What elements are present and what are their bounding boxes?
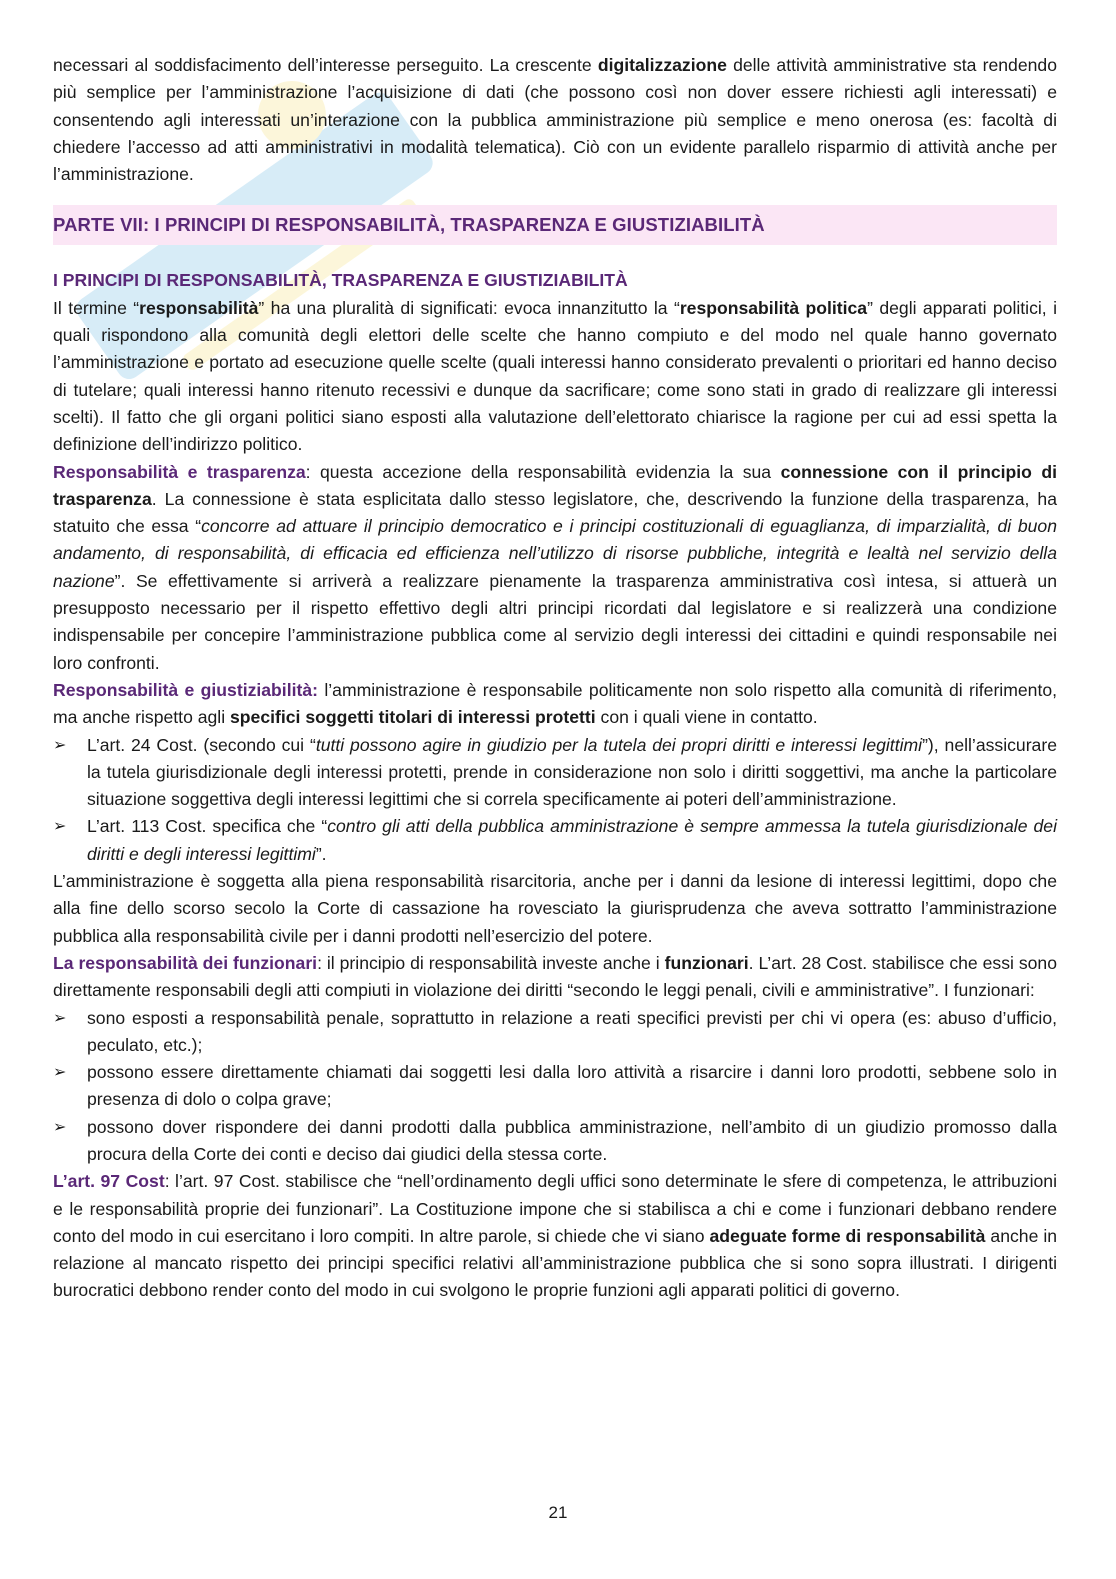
list-item: ➢ sono esposti a responsabilità penale, soprattutto in relazione a reati specifici previsti per chi vi opera (es: abuso d’ufficio, peculato, etc.); (53, 1005, 1057, 1060)
arrowhead-bullet-icon: ➢ (53, 1009, 67, 1027)
list-articoli (53, 732, 1057, 868)
part-title-band (53, 205, 1057, 245)
list-item: ➢ possono dover rispondere dei danni prodotti dalla pubblica amministrazione, nell’ambito di un giudizio promosso dalla procura della Corte dei conti e deciso dai giudici della stessa corte. (53, 1114, 1057, 1169)
arrowhead-bullet-icon: ➢ (53, 1064, 67, 1082)
paragraph-giustiziabilita: Responsabilità e giustiziabilità: l’amministrazione è responsabile politicamente non solo rispetto alla comunità di riferimento, ma anche rispetto agli specifici soggetti titolari di interessi protetti con i quali viene in contatto. (53, 679, 1058, 728)
paragraph-trasparenza: Responsabilità e trasparenza: questa accezione della responsabilità evidenzia la sua connessione con il principio di trasparenza. La connessione è stata esplicitata dallo stesso legislatore, che, descrivendo la funzione della trasparenza, ha statuito che essa “concorre ad attuare il principio democratico e i principi costituzionali di eguaglianza, di imparzialità, di buon andamento, di responsabilità, di efficacia ed efficienza nell’utilizzo di risorse pubbliche, integrità e lealtà nel servizio della nazione”. Se effettivamente si arriverà a realizzare pienamente la trasparenza amministrativa così intesa, si attuerà un presupposto necessario per il rispetto effettivo degli altri principi ricordati dal legislatore e si realizzerà una condizione indispensabile per concepire l’amministrazione pubblica come al servizio degli interessi dei cittadini e quindi responsabile nei loro confronti. (53, 461, 1058, 673)
arrowhead-bullet-icon: ➢ (53, 1118, 67, 1136)
paragraph-risarcitoria: L’amministrazione è soggetta alla piena responsabilità risarcitoria, anche per i danni da lesione di interessi legittimi, dopo che alla fine dello scorso secolo la Corte di cassazione ha rovesciato la giurisprudenza che aveva sottratto l’amministrazione pubblica alla responsabilità civile per i danni prodotti nell’esercizio del potere. (53, 871, 1057, 946)
list-item: ➢ L’art. 24 Cost. (secondo cui “tutti possono agire in giudizio per la tutela dei propri diritti e interessi legittimi”), nell’assicurare la tutela giurisdizionale degli interessi protetti, prende in considerazione non solo i diritti soggettivi, ma anche la particolare situazione soggettiva degli interessi legittimi che si correla specificamente ai poteri dell’amministrazione. (53, 732, 1057, 814)
part-title: PARTE VII: I PRINCIPI DI RESPONSABILITÀ, TRASPARENZA E GIUSTIZIABILITÀ (53, 214, 765, 236)
list-item: ➢ possono essere direttamente chiamati dai soggetti lesi dalla loro attività a risarcire i danni loro prodotti, sebbene solo in presenza di dolo o colpa grave; (53, 1059, 1057, 1114)
section-title: I PRINCIPI DI RESPONSABILITÀ, TRASPARENZA E GIUSTIZIABILITÀ (53, 270, 628, 291)
list-funzionari (53, 1005, 1057, 1169)
document-page (53, 52, 1057, 1305)
paragraph-responsabilita: Il termine “responsabilità” ha una pluralità di significati: evoca innanzitutto la “responsabilità politica” degli apparati politici, i quali rispondono alla comunità degli elettori delle scelte che hanno compiuto e del modo nel quale hanno governato l’amministrazione e portato ad esecuzione quelle scelte (quali interessi hanno considerato prevalenti o prioritari ed hanno deciso di tutelare; quali interessi hanno ritenuto recessivi e dunque da sacrificare; come sono stati in grado di realizzare gli interessi scelti). Il fatto che gli organi politici siano esposti alla valutazione dell’elettorato chiarisce la ragione per cui ad essi spetta la definizione dell’indirizzo politico. (53, 297, 1057, 455)
arrowhead-bullet-icon: ➢ (53, 818, 67, 836)
paragraph-art97: L’art. 97 Cost: l’art. 97 Cost. stabilisce che “nell’ordinamento degli uffici sono determinate le sfere di competenza, le attribuzioni e le responsabilità proprie dei funzionari”. La Costituzione impone che si stabilisca a chi e come i funzionari debbano rendere conto del modo in cui esercitano i loro compiti. In altre parole, si chiede che vi siano adeguate forme di responsabilità anche in relazione al mancato rispetto dei principi specifici relativi all’amministrazione pubblica che si sono sopra illustrati. I dirigenti burocratici debbono render conto del modo in cui svolgono le proprie funzioni agli apparati politici di governo. (53, 1171, 1058, 1301)
intro-paragraph: necessari al soddisfacimento dell’interesse perseguito. La crescente digitalizzazione delle attività amministrative sta rendendo più semplice per l’amministrazione l’acquisizione di dati (che possono così non dover essere richiesti agli interessati) e consentendo agli interessati un’interazione con la pubblica amministrazione più semplice e meno onerosa (es: facoltà di chiedere l’accesso ad atti amministrativi in modalità telematica). Ciò con un evidente parallelo risparmio di attività anche per l’amministrazione. (53, 55, 1057, 185)
arrowhead-bullet-icon: ➢ (53, 736, 67, 754)
list-item: ➢ L’art. 113 Cost. specifica che “contro gli atti della pubblica amministrazione è sempre ammessa la tutela giurisdizionale dei diritti e degli interessi legittimi”. (53, 813, 1057, 868)
paragraph-funzionari: La responsabilità dei funzionari: il principio di responsabilità investe anche i funzionari. L’art. 28 Cost. stabilisce che essi sono direttamente responsabili degli atti compiuti in violazione dei diritti “secondo le leggi penali, civili e amministrative”. I funzionari: (53, 952, 1057, 1001)
page-number: 21 (548, 1503, 568, 1522)
